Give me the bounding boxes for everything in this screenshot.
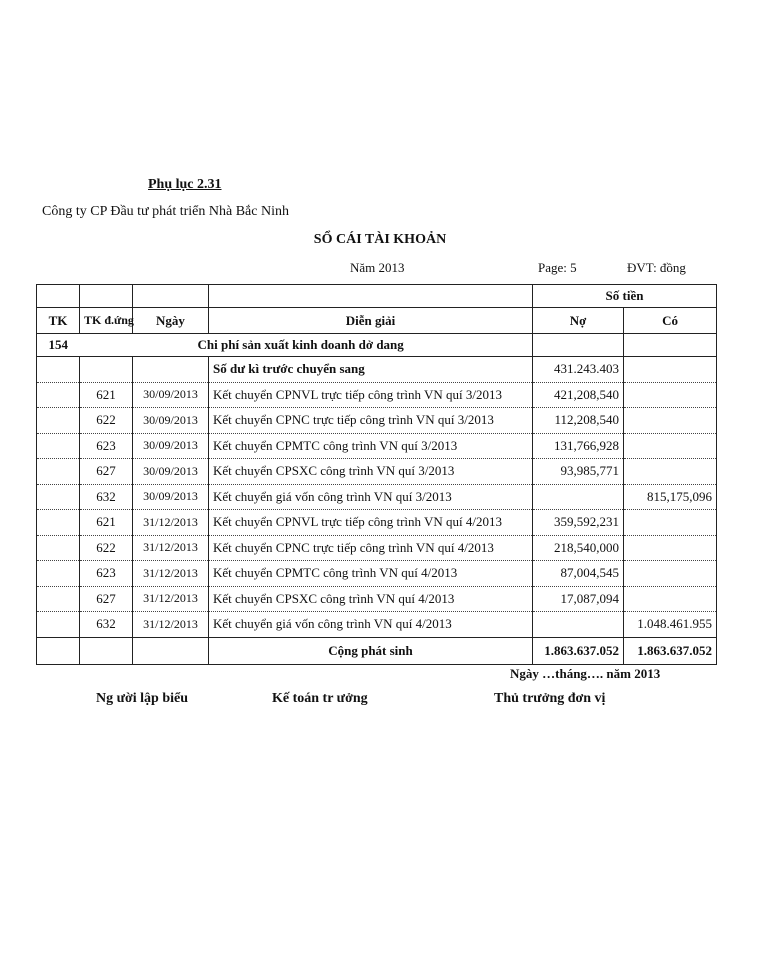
empty-cell: [37, 408, 80, 434]
entry-date: 31/12/2013: [133, 612, 209, 638]
credit-amount: [624, 459, 717, 485]
entry-description: Kết chuyển CPNC trực tiếp công trình VN quí 4/2013: [209, 535, 533, 561]
total-label: Cộng phát sinh: [209, 637, 533, 664]
company-name: Công ty CP Đầu tư phát triển Nhà Bắc Ninh: [42, 204, 289, 219]
entry-description: Kết chuyển CPSXC công trình VN quí 3/2013: [209, 459, 533, 485]
total-credit: 1.863.637.052: [624, 637, 717, 664]
contra-account: 627: [80, 459, 133, 485]
contra-account: 632: [80, 484, 133, 510]
empty-cell: [37, 561, 80, 587]
description-header: Diễn giải: [209, 308, 533, 334]
contra-account: 632: [80, 612, 133, 638]
entry-date: 30/09/2013: [133, 408, 209, 434]
entry-date: 31/12/2013: [133, 510, 209, 536]
date-line: Ngày …tháng…. năm 2013: [510, 666, 661, 681]
opening-balance-row: [37, 357, 717, 383]
empty-cell: [37, 433, 80, 459]
entry-date: 31/12/2013: [133, 586, 209, 612]
total-debit: 1.863.637.052: [533, 637, 624, 664]
debit-amount: 93,985,771: [533, 459, 624, 485]
entry-date: 30/09/2013: [133, 433, 209, 459]
table-row: [37, 433, 717, 459]
contra-account: 622: [80, 408, 133, 434]
debit-header: Nợ: [533, 308, 624, 334]
empty-cell: [37, 535, 80, 561]
amount-header: Số tiền: [533, 285, 717, 308]
total-row: [37, 637, 717, 664]
credit-amount: [624, 433, 717, 459]
debit-amount: 112,208,540: [533, 408, 624, 434]
debit-amount: 87,004,545: [533, 561, 624, 587]
empty-cell: [37, 382, 80, 408]
table-row: [37, 586, 717, 612]
entry-description: Kết chuyển CPNVL trực tiếp công trình VN quí 3/2013: [209, 382, 533, 408]
credit-amount: [624, 510, 717, 536]
date-header: Ngày: [133, 308, 209, 334]
entry-description: Kết chuyển CPSXC công trình VN quí 4/2013: [209, 586, 533, 612]
debit-amount: [533, 484, 624, 510]
signer-preparer: Ng ười lập biểu: [96, 691, 189, 706]
account-code: 154: [37, 334, 80, 357]
contra-account: 621: [80, 510, 133, 536]
contra-account: 621: [80, 382, 133, 408]
fiscal-year: Năm 2013: [350, 260, 405, 275]
credit-amount: 815,175,096: [624, 484, 717, 510]
debit-amount: 218,540,000: [533, 535, 624, 561]
credit-amount: [624, 382, 717, 408]
page-number: Page: 5: [538, 260, 577, 275]
table-row: [37, 561, 717, 587]
entry-date: 30/09/2013: [133, 382, 209, 408]
credit-amount: 1.048.461.955: [624, 612, 717, 638]
entry-date: 30/09/2013: [133, 459, 209, 485]
entry-description: Kết chuyển CPMTC công trình VN quí 3/2013: [209, 433, 533, 459]
entry-description: Kết chuyển giá vốn công trình VN quí 4/2013: [209, 612, 533, 638]
table-row: [37, 408, 717, 434]
entry-description: Kết chuyển giá vốn công trình VN quí 3/2013: [209, 484, 533, 510]
contra-account: 623: [80, 561, 133, 587]
credit-header: Có: [624, 308, 717, 334]
entry-date: 31/12/2013: [133, 535, 209, 561]
tk-du-header: TK đ.ứng: [80, 308, 133, 334]
signer-chief-accountant: Kế toán tr ưởng: [272, 691, 368, 706]
contra-account: 622: [80, 535, 133, 561]
empty-cell: [37, 510, 80, 536]
debit-amount: 421,208,540: [533, 382, 624, 408]
table-row: [37, 612, 717, 638]
tk-header: TK: [37, 308, 80, 334]
debit-amount: 17,087,094: [533, 586, 624, 612]
currency-unit: ĐVT: đồng: [627, 260, 686, 275]
entry-description: Kết chuyển CPNC trực tiếp công trình VN quí 3/2013: [209, 408, 533, 434]
empty-cell: [37, 612, 80, 638]
ledger-table: [36, 284, 717, 665]
entry-date: 30/09/2013: [133, 484, 209, 510]
debit-amount: [533, 612, 624, 638]
table-row: [37, 459, 717, 485]
table-row: [37, 510, 717, 536]
account-name: Chi phí sản xuất kinh doanh dở dang: [80, 334, 533, 357]
opening-debit: 431.243.403: [533, 357, 624, 383]
entry-description: Kết chuyển CPMTC công trình VN quí 4/2013: [209, 561, 533, 587]
table-row: [37, 484, 717, 510]
entry-date: 31/12/2013: [133, 561, 209, 587]
contra-account: 623: [80, 433, 133, 459]
contra-account: 627: [80, 586, 133, 612]
account-row: [37, 334, 717, 357]
debit-amount: 359,592,231: [533, 510, 624, 536]
appendix-label: Phụ lục 2.31: [148, 177, 222, 192]
empty-cell: [37, 459, 80, 485]
credit-amount: [624, 408, 717, 434]
empty-cell: [37, 586, 80, 612]
credit-amount: [624, 561, 717, 587]
ledger-title: SỔ CÁI TÀI KHOẢN: [313, 232, 447, 247]
opening-desc: Số dư kì trước chuyển sang: [209, 357, 533, 383]
entry-description: Kết chuyển CPNVL trực tiếp công trình VN quí 4/2013: [209, 510, 533, 536]
credit-amount: [624, 535, 717, 561]
table-row: [37, 382, 717, 408]
debit-amount: 131,766,928: [533, 433, 624, 459]
empty-cell: [37, 484, 80, 510]
credit-amount: [624, 586, 717, 612]
table-row: [37, 535, 717, 561]
signer-director: Thủ trưởng đơn vị: [494, 691, 606, 706]
